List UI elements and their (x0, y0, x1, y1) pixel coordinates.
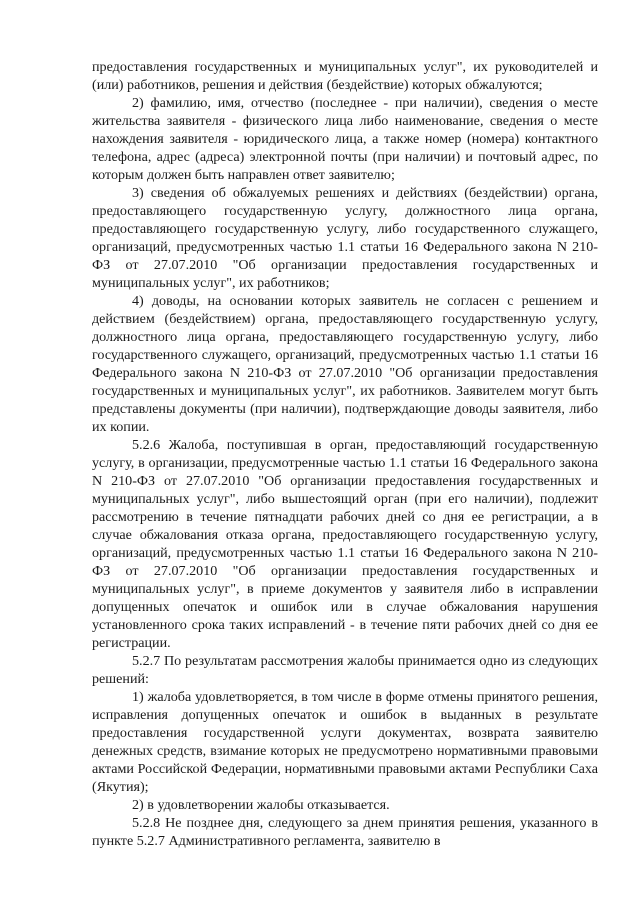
document-body (92, 58, 598, 850)
paragraph-decision-2: 2) в удовлетворении жалобы отказывается. (132, 797, 390, 813)
paragraph-5-2-7: 5.2.7 По результатам рассмотрения жалобы принимается одно из следующих решений: (92, 653, 598, 687)
paragraph-5-2-6: 5.2.6 Жалоба, поступившая в орган, предоставляющий государственную услугу, в организации, предусмотренные частью 1.1 статьи 16 Федерального закона N 210-ФЗ от 27.07.2010 "Об организации предоставления государственных и муниципальных услуг", либо вышестоящий орган (при его наличии), подлежит рассмотрению в течение пятнадцати рабочих дней со дня ее регистрации, а в случае обжалования отказа органа, предоставляющего государственную услугу, организаций, предусмотренных частью 1.1 статьи 16 Федерального закона N 210-ФЗ от 27.07.2010 "Об организации предоставления государственных и муниципальных услуг", в приеме документов у заявителя либо в исправлении допущенных опечаток и ошибок или в случае обжалования нарушения установленного срока таких исправлений - в течение пяти рабочих дней со дня ее регистрации. (92, 437, 598, 651)
paragraph-continuation: предоставления государственных и муниципальных услуг", их руководителей и (или) работников, решения и действия (бездействие) которых обжалуются; (92, 59, 598, 93)
paragraph-item-3: 3) сведения об обжалуемых решениях и действиях (бездействии) органа, предоставляющего государственную услугу, должностного лица органа, предоставляющего государственную услугу, либо государственного служащего, организаций, предусмотренных частью 1.1 статьи 16 Федерального закона N 210-ФЗ от 27.07.2010 "Об организации предоставления государственных и муниципальных услуг", их работников; (92, 185, 598, 291)
paragraph-decision-1: 1) жалоба удовлетворяется, в том числе в форме отмены принятого решения, исправления допущенных опечаток и ошибок в выданных в результате предоставления государственной услуги документах, возврата заявителю денежных средств, взимание которых не предусмотрено нормативными правовыми актами Российской Федерации, нормативными правовыми актами Республики Саха (Якутия); (92, 689, 598, 795)
paragraph-5-2-8: 5.2.8 Не позднее дня, следующего за днем принятия решения, указанного в пункте 5.2.7 Административного регламента, заявителю в (92, 815, 598, 849)
paragraph-item-2: 2) фамилию, имя, отчество (последнее - при наличии), сведения о месте жительства заявителя - физического лица либо наименование, сведения о месте нахождения заявителя - юридического лица, а также номер (номера) контактного телефона, адрес (адреса) электронной почты (при наличии) и почтовый адрес, по которым должен быть направлен ответ заявителю; (92, 95, 598, 183)
paragraph-item-4: 4) доводы, на основании которых заявитель не согласен с решением и действием (бездействием) органа, предоставляющего государственную услугу, должностного лица органа, предоставляющего государственную услугу, либо государственного служащего, организаций, предусмотренных частью 1.1 статьи 16 Федерального закона N 210-ФЗ от 27.07.2010 "Об организации предоставления государственных и муниципальных услуг", их работников. Заявителем могут быть представлены документы (при наличии), подтверждающие доводы заявителя, либо их копии. (92, 293, 598, 435)
